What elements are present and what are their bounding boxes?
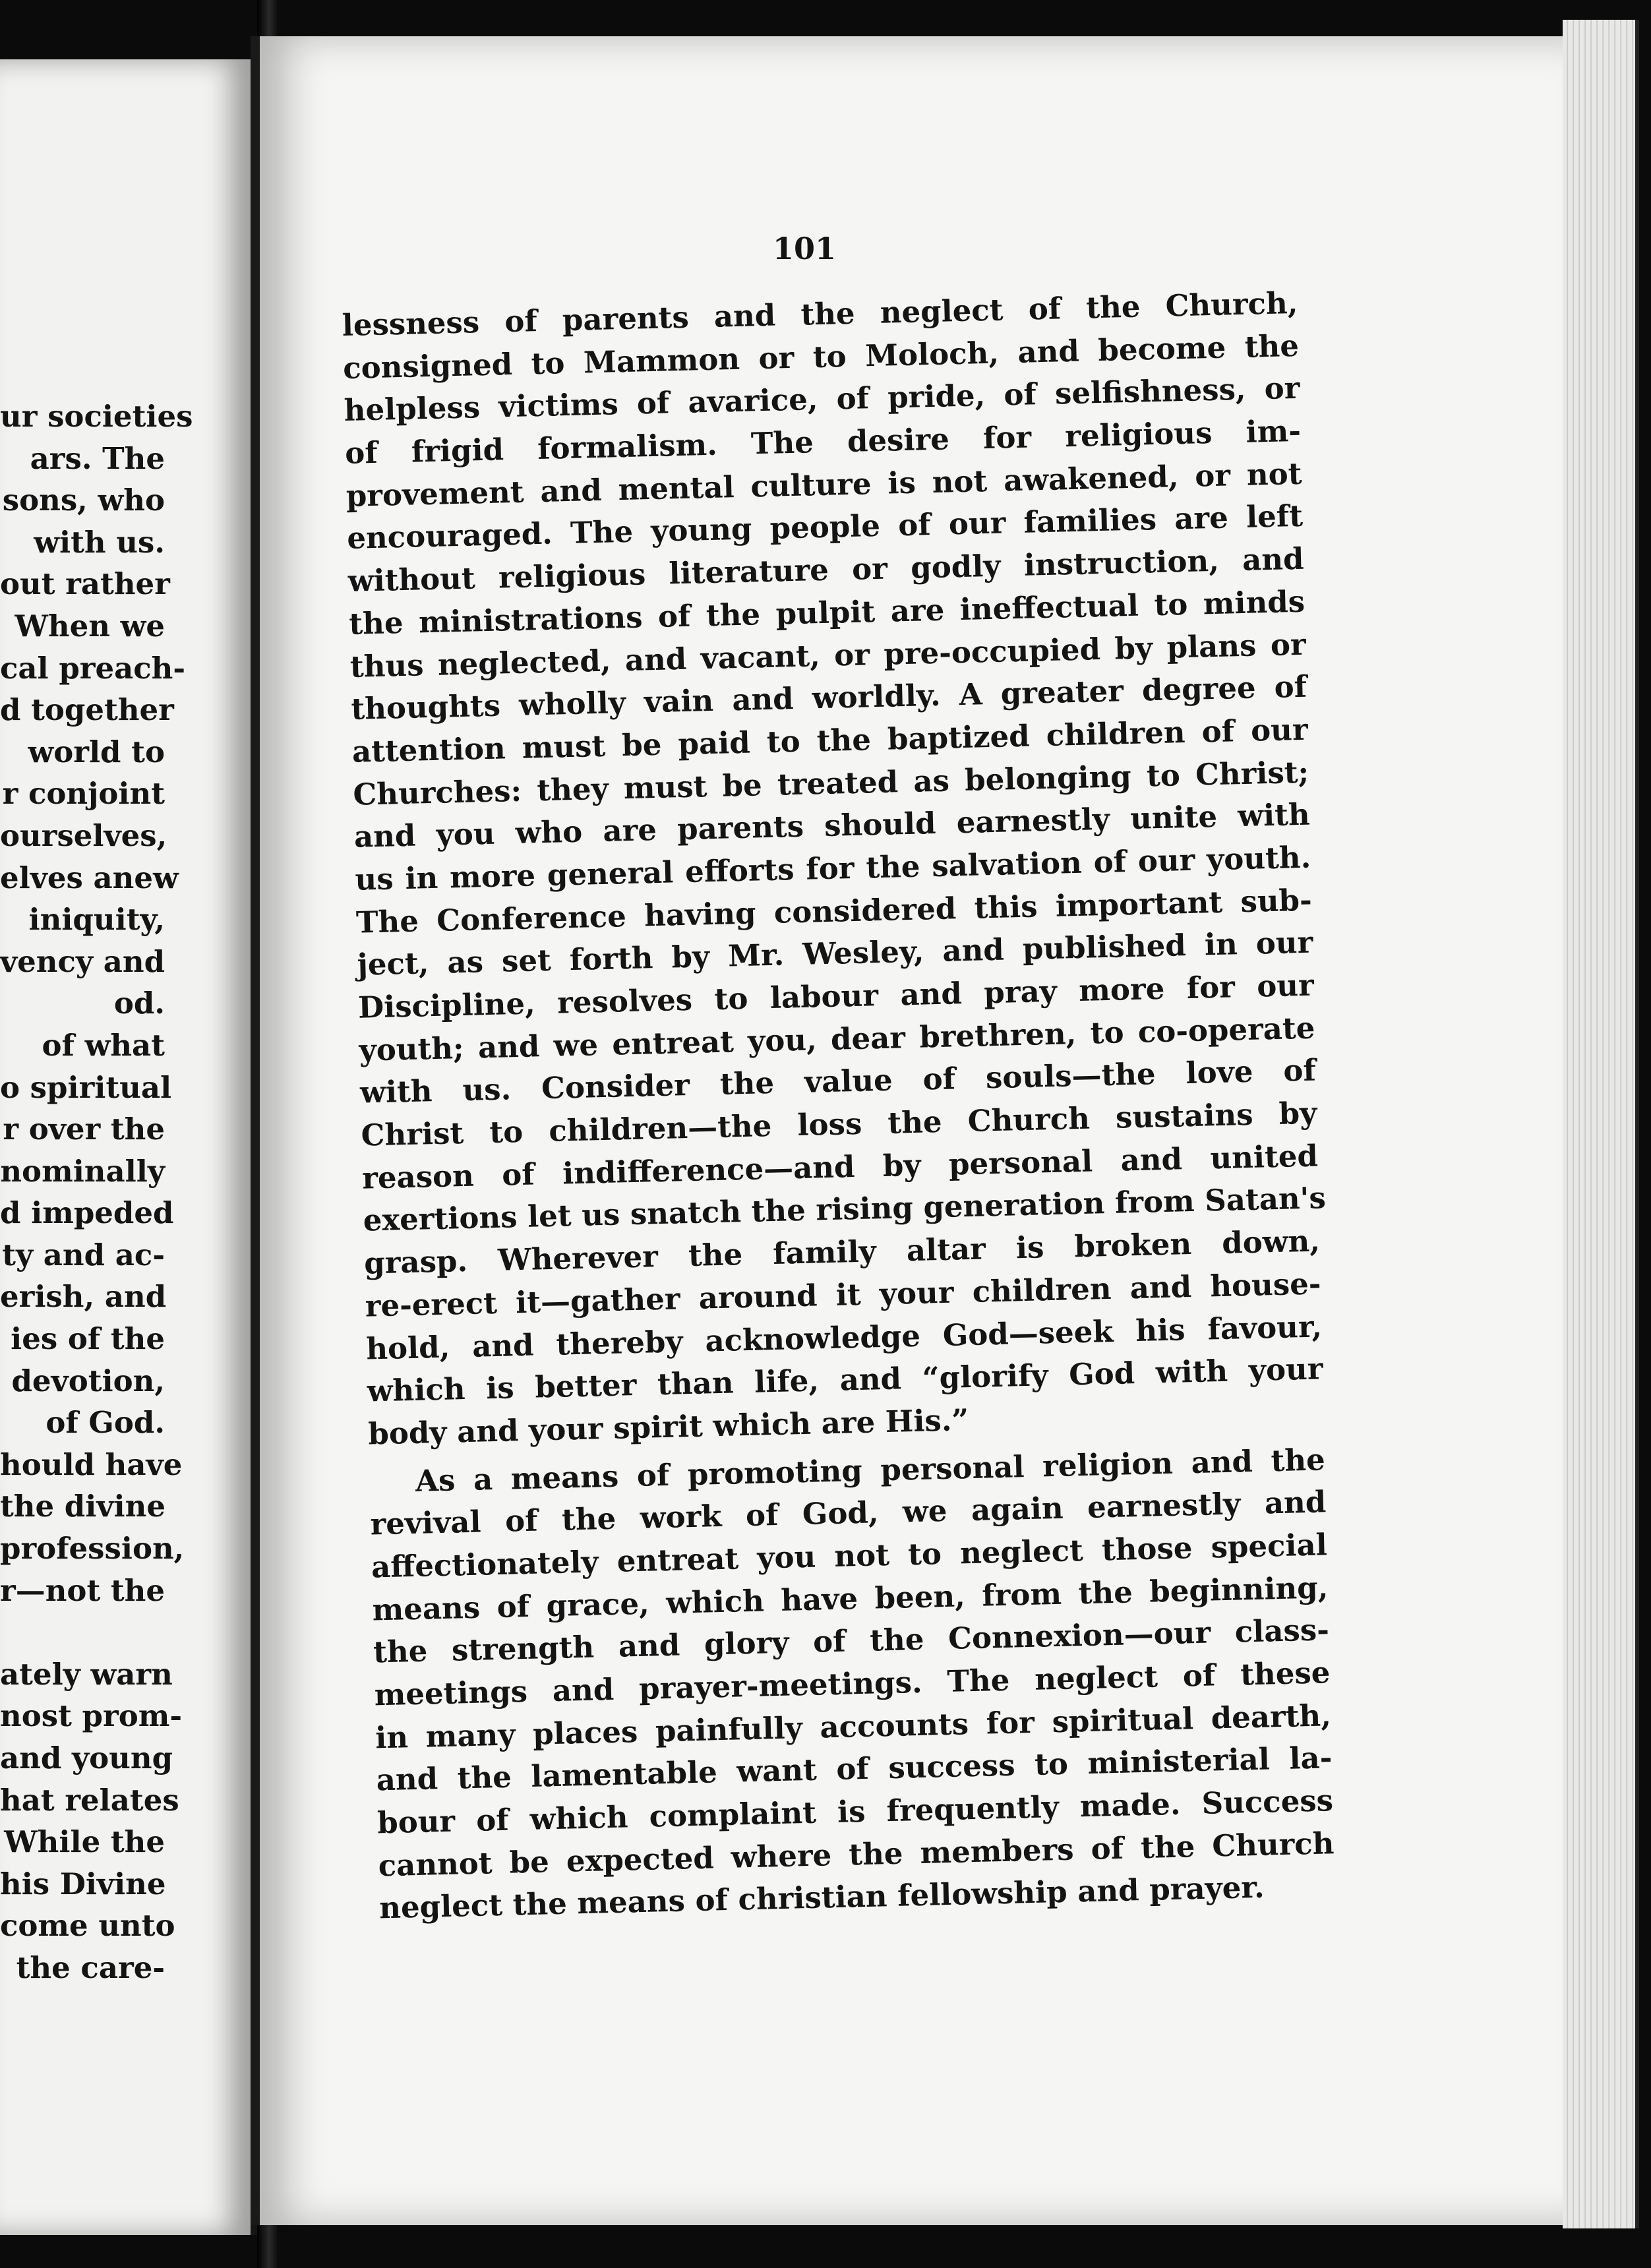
text-line: grasp. Wherever the family altar is broken down, — [363, 1223, 1321, 1281]
left-page-line: the care- — [16, 1950, 165, 1985]
text-line: and the lamentable want of success to ministerial la- — [376, 1740, 1333, 1798]
left-page-line: with us. — [34, 524, 165, 560]
text-line: revival of the work of God, we again earnestly and — [369, 1484, 1327, 1542]
text-line: neglect the means of christian fellowship and prayer. — [378, 1870, 1265, 1926]
text-line: means of grace, which have been, from the beginning, — [372, 1569, 1329, 1628]
left-page-line: nost prom- — [0, 1698, 182, 1734]
text-line: The Conference having considered this important sub- — [355, 882, 1313, 940]
left-page-line: hould have — [0, 1447, 183, 1482]
text-line: provement and mental culture is not awakened, or not — [345, 456, 1303, 514]
left-page-line: ur societies — [0, 399, 193, 434]
text-line: affectionately entreat you not to neglect those special — [371, 1527, 1328, 1585]
left-page-line: out rather — [0, 566, 170, 602]
page-number: 101 — [772, 231, 837, 266]
text-line: re-erect it—gather around it your children and house- — [365, 1266, 1322, 1324]
text-line: cannot be expected where the members of the Church — [378, 1825, 1335, 1884]
text-line: helpless victims of avarice, of pride, of selfishness, or — [344, 371, 1301, 429]
text-line: ject, as set forth by Mr. Wesley, and published in our — [356, 924, 1313, 983]
left-page-line: elves anew — [0, 860, 179, 895]
paragraph — [342, 282, 1325, 1456]
text-line: Discipline, resolves to labour and pray more for our — [357, 967, 1315, 1025]
left-page-line: ty and ac- — [2, 1237, 165, 1272]
text-line: us in more general efforts for the salvation of our youth. — [354, 839, 1311, 897]
left-page-line: r—not the — [0, 1572, 165, 1608]
left-page-line: profession, — [0, 1531, 185, 1567]
left-page-line: ies of the — [11, 1321, 165, 1357]
left-page-line: o spiritual — [0, 1069, 172, 1105]
left-page-line: hat relates — [0, 1782, 179, 1818]
left-page-line: world to — [28, 734, 165, 769]
left-page-line: the divine — [0, 1489, 165, 1524]
text-line: bour of which complaint is frequently made. Success — [376, 1783, 1334, 1841]
text-line: reason of indifference—and by personal and united — [361, 1138, 1319, 1196]
body-text — [342, 282, 1336, 1930]
left-page-line: and young — [0, 1741, 173, 1776]
text-line: which is better than life, and “glorify God with your — [367, 1351, 1324, 1409]
text-line: encouraged. The young people of our families are left — [346, 498, 1304, 556]
left-page-line: cal preach- — [0, 650, 186, 686]
text-line: of frigid formalism. The desire for religious im- — [344, 413, 1302, 471]
left-page — [0, 59, 257, 2235]
left-page-line: od. — [113, 986, 165, 1021]
text-line: with us. Consider the value of souls—the love of — [359, 1052, 1317, 1111]
left-page-line: vency and — [0, 943, 165, 979]
text-line: Churches: they must be treated as belonging to Christ; — [352, 754, 1309, 812]
left-page-line: d together — [0, 692, 174, 728]
text-line: lessness of parents and the neglect of the Church, — [342, 285, 1298, 343]
left-page-text — [0, 396, 193, 1989]
text-line: thoughts wholly vain and worldly. A greater degree of — [350, 669, 1307, 727]
left-page-line: When we — [15, 608, 165, 643]
left-page-line: come unto — [0, 1908, 175, 1944]
text-line: youth; and we entreat you, dear brethren, to co-operate — [359, 1010, 1315, 1068]
text-line: attention must be paid to the baptized children of our — [351, 711, 1309, 769]
paragraph — [369, 1439, 1335, 1930]
left-page-line: r over the — [3, 1112, 165, 1147]
left-page-line: devotion, — [11, 1363, 165, 1398]
left-page-line: ourselves, — [0, 818, 167, 853]
left-page-line: r conjoint — [2, 776, 165, 812]
text-line: hold, and thereby acknowledge God—seek his favour, — [365, 1308, 1323, 1367]
left-page-line: ately warn — [0, 1656, 173, 1692]
left-page-line: of what — [42, 1027, 165, 1063]
page-edges — [1563, 20, 1639, 2228]
left-page-line: d impeded — [0, 1195, 174, 1231]
text-line: consigned to Mammon or to Moloch, and become the — [342, 328, 1300, 386]
left-page-line: his Divine — [0, 1866, 166, 1901]
left-page-line: ars. The — [30, 440, 165, 476]
text-line: exertions let us snatch the rising generation from Satan's — [363, 1180, 1327, 1239]
text-line: Christ to children—the loss the Church sustains by — [361, 1095, 1317, 1153]
text-line: and you who are parents should earnestly unite with — [353, 796, 1311, 855]
text-line: thus neglected, and vacant, or pre-occupied by plans or — [349, 626, 1307, 684]
text-line: meetings and prayer-meetings. The neglect of these — [374, 1655, 1331, 1713]
left-page-line: While the — [4, 1824, 165, 1860]
text-line: As a means of promoting personal religion and the — [415, 1441, 1326, 1499]
text-line: body and your spirit which are His.” — [367, 1402, 969, 1452]
left-page-line: iniquity, — [28, 902, 165, 938]
left-page-line: of God. — [45, 1405, 165, 1441]
text-line: the strength and glory of the Connexion—our class- — [373, 1612, 1330, 1670]
left-page-line — [0, 1611, 165, 1654]
left-page-line: sons, who — [2, 483, 165, 518]
text-line: without religious literature or godly instruction, and — [347, 541, 1305, 599]
left-page-line: erish, and — [0, 1279, 167, 1315]
left-page-line: nominally — [0, 1153, 165, 1189]
text-line: in many places painfully accounts for spiritual dearth, — [375, 1697, 1332, 1756]
text-line: the ministrations of the pulpit are ineffectual to minds — [348, 583, 1306, 642]
